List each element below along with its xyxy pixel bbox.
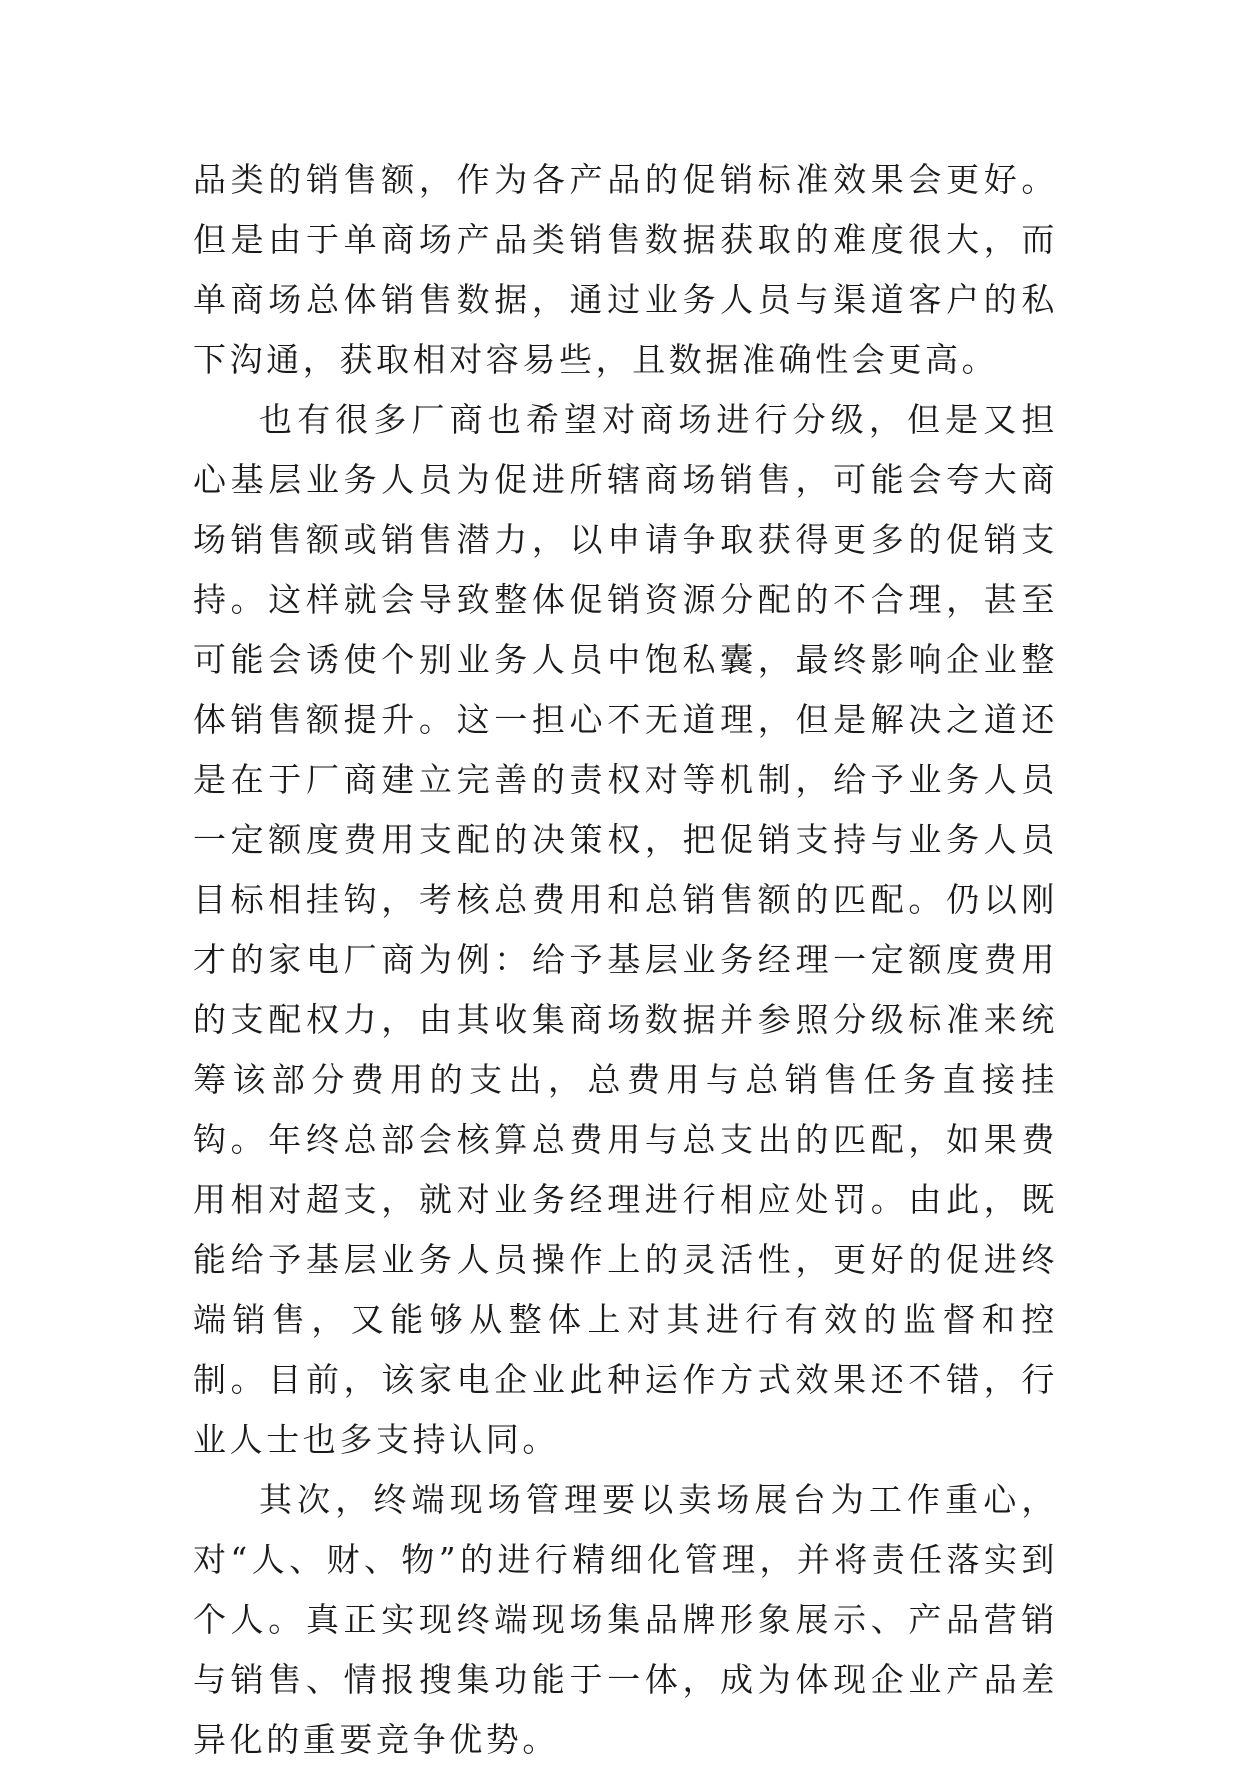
document-body (193, 150, 1058, 1770)
paragraph-1: 品类的销售额，作为各产品的促销标准效果会更好。但是由于单商场产品类销售数据获取的难度很大，而单商场总体销售数据，通过业务人员与渠道客户的私下沟通，获取相对容易些，且数据准确性会更高。 (193, 160, 1058, 379)
paragraph-2: 也有很多厂商也希望对商场进行分级，但是又担心基层业务人员为促进所辖商场销售，可能会夸大商场销售额或销售潜力，以申请争取获得更多的促销支持。这样就会导致整体促销资源分配的不合理，甚至可能会诱使个别业务人员中饱私囊，最终影响企业整体销售额提升。这一担心不无道理，但是解决之道还是在于厂商建立完善的责权对等机制，给予业务人员一定额度费用支配的决策权，把促销支持与业务人员目标相挂钩，考核总费用和总销售额的匹配。仍以刚才的家电厂商为例：给予基层业务经理一定额度费用的支配权力，由其收集商场数据并参照分级标准来统筹该部分费用的支出，总费用与总销售任务直接挂钩。年终总部会核算总费用与总支出的匹配，如果费用相对超支，就对业务经理进行相应处罚。由此，既能给予基层业务人员操作上的灵活性，更好的促进终端销售，又能够从整体上对其进行有效的监督和控制。目前，该家电企业此种运作方式效果还不错，行业人士也多支持认同。 (193, 400, 1058, 1459)
paragraph-3: 其次，终端现场管理要以卖场展台为工作重心，对“人、财、物”的进行精细化管理，并将责任落实到个人。真正实现终端现场集品牌形象展示、产品营销与销售、情报搜集功能于一体，成为体现企业产品差异化的重要竞争优势。 (193, 1480, 1058, 1759)
